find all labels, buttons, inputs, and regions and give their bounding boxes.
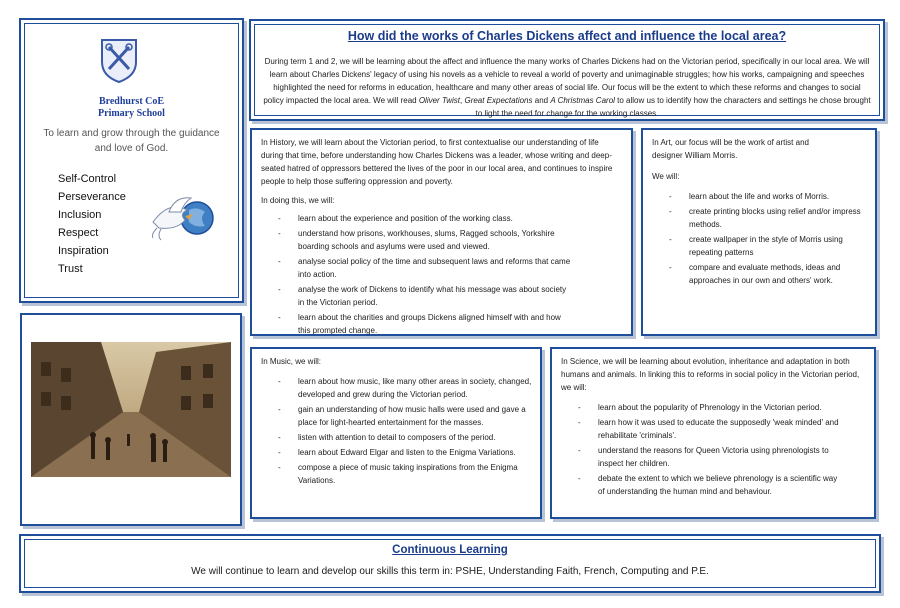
value-item: Inspiration: [58, 245, 109, 257]
continuous-title: Continuous Learning: [392, 544, 508, 556]
book-title: Oliver Twist: [418, 96, 461, 105]
page-title: How did the works of Charles Dickens affect and influence the local area?: [347, 29, 787, 43]
art-intro: In Art, our focus will be the work of artist and designer William Morris.: [652, 138, 809, 160]
list-item-text: gain an understanding of how music halls were used and gave a place for light-hearted entertainment for the masses.: [298, 405, 526, 427]
list-item: [252, 446, 534, 459]
list-item-text: learn about the experience and position of the working class.: [298, 214, 513, 223]
dove-icon: [149, 192, 219, 244]
list-item: [252, 255, 571, 281]
art-panel: [641, 128, 877, 336]
intro-text-part2: to allow us to identify how the characters and settings he chose brought to light the need for change for the working classes.: [475, 96, 871, 118]
list-item-text: learn about Edward Elgar and listen to the Enigma Variations.: [298, 448, 516, 457]
list-item-text: learn about the popularity of Phrenology in the Victorian period.: [598, 403, 822, 412]
list-item-text: understand the reasons for Queen Victoria using phrenologists to inspect her children.: [598, 446, 829, 468]
list-item-text: learn about how music, like many other areas in society, changed, developed and grew during the Victorian period.: [298, 377, 532, 399]
photo-panel: [20, 313, 242, 526]
history-lead: In doing this, we will:: [261, 196, 335, 205]
art-lead: We will:: [652, 172, 680, 181]
dash-bullet-icon: -: [278, 257, 281, 266]
school-motto: To learn and grow through the guidance and love of God.: [43, 128, 220, 154]
continuous-learning-panel: [19, 534, 881, 593]
science-list: [552, 401, 844, 500]
book-title: A Christmas Carol: [550, 96, 615, 105]
history-list: [252, 212, 571, 339]
school-values-list: [58, 170, 126, 278]
dash-bullet-icon: -: [278, 285, 281, 294]
list-item-text: compare and evaluate methods, ideas and approaches in our own and others' work.: [689, 263, 841, 285]
dash-bullet-icon: -: [578, 403, 581, 412]
intro-separator: and: [532, 96, 551, 105]
list-item-text: compose a piece of music taking inspirations from the Enigma Variations.: [298, 463, 518, 485]
science-intro: In Science, we will be learning about evolution, inheritance and adaptation in both humans and animals. In linking this to reforms in social policy in the Victorian period, we will:: [561, 357, 860, 392]
dash-bullet-icon: -: [669, 207, 672, 216]
list-item-text: understand how prisons, workhouses, slums, Ragged schools, Yorkshire boarding schools and asylums were used and viewed.: [298, 229, 555, 251]
value-item: Trust: [58, 263, 83, 275]
list-item: [252, 431, 534, 444]
dash-bullet-icon: -: [669, 235, 672, 244]
list-item-text: create wallpaper in the style of Morris using repeating patterns: [689, 235, 843, 257]
dash-bullet-icon: -: [278, 463, 281, 472]
intro-text-part1: During term 1 and 2, we will be learning about the affect and influence the many works of Charles Dickens had on the Victorian period, specifically in our local area. We will learn about Charles Dickens' legacy of using his novels as a vehicle to reveal a world of poverty and unimaginable struggles; how his works, campaigning and speeches highlighted the need for reforms in education, healthcare and many other areas of social life. Our focus will be the extent to which these reforms and changes to social policy impacted the local area. We will read: [263, 57, 870, 105]
intro-separator: ,: [460, 96, 465, 105]
list-item: [252, 227, 571, 253]
dash-bullet-icon: -: [278, 377, 281, 386]
school-name-line2: Primary School: [98, 108, 165, 119]
value-item: Inclusion: [58, 209, 102, 221]
music-list: [252, 375, 534, 489]
list-item: [252, 311, 571, 337]
list-item-text: learn about the charities and groups Dickens aligned himself with and how this prompted change.: [298, 313, 561, 335]
list-item: [552, 444, 844, 470]
dash-bullet-icon: -: [578, 474, 581, 483]
dash-bullet-icon: -: [578, 418, 581, 427]
dash-bullet-icon: -: [578, 446, 581, 455]
list-item-text: analyse the work of Dickens to identify what his message was about society in the Victorian period.: [298, 285, 567, 307]
list-item-text: analyse social policy of the time and subsequent laws and reforms that came into action.: [298, 257, 571, 279]
list-item: [552, 401, 844, 414]
school-name-line1: Bredhurst CoE: [98, 96, 165, 107]
dash-bullet-icon: -: [278, 229, 281, 238]
value-item: Perseverance: [58, 191, 126, 203]
music-panel: [250, 347, 542, 519]
dash-bullet-icon: -: [278, 448, 281, 457]
list-item: [252, 375, 534, 401]
list-item: [252, 283, 571, 309]
value-item: Self-Control: [58, 173, 117, 185]
list-item: [643, 205, 865, 231]
list-item: [643, 233, 865, 259]
continuous-body: We will continue to learn and develop our skills this term in: PSHE, Understanding Faith, French, Computing and P.E.: [191, 566, 709, 577]
list-item: [252, 403, 534, 429]
science-panel: [550, 347, 876, 519]
list-item: [252, 461, 534, 487]
history-intro: In History, we will learn about the Victorian period, to first contextualise our understanding of life during that time, before understanding how Charles Dickens was a leader, whose writing and deep-seated hatred of oppressors bettered the lives of the poor in our local area, and continues to inspire people to help those suffering oppression and poverty.: [261, 138, 613, 186]
dash-bullet-icon: -: [278, 214, 281, 223]
list-item-text: listen with attention to detail to composers of the period.: [298, 433, 496, 442]
value-item: Respect: [58, 227, 99, 239]
list-item: [643, 261, 865, 287]
intro-paragraph: [263, 55, 871, 120]
school-name: [21, 96, 242, 120]
book-title: Great Expectations: [464, 96, 533, 105]
history-panel: [250, 128, 633, 336]
list-item: [643, 190, 865, 203]
list-item-text: create printing blocks using relief and/or impress methods.: [689, 207, 861, 229]
intro-panel: [249, 19, 885, 121]
list-item-text: debate the extent to which we believe phrenology is a scientific way of understanding the human mind and behaviour.: [598, 474, 838, 496]
music-lead: In Music, we will:: [261, 357, 322, 366]
art-list: [643, 190, 865, 289]
list-item: [252, 212, 571, 225]
dash-bullet-icon: -: [669, 263, 672, 272]
school-crest-icon: [100, 38, 138, 84]
list-item-text: learn about the life and works of Morris.: [689, 192, 830, 201]
list-item: [552, 416, 844, 442]
dash-bullet-icon: -: [278, 433, 281, 442]
school-panel: [19, 18, 244, 303]
list-item: [552, 472, 844, 498]
dash-bullet-icon: -: [669, 192, 672, 201]
list-item-text: learn how it was used to educate the supposedly 'weak minded' and rehabilitate 'criminals'.: [598, 418, 839, 440]
dash-bullet-icon: -: [278, 313, 281, 322]
victorian-street-photo: [31, 342, 231, 477]
dash-bullet-icon: -: [278, 405, 281, 414]
